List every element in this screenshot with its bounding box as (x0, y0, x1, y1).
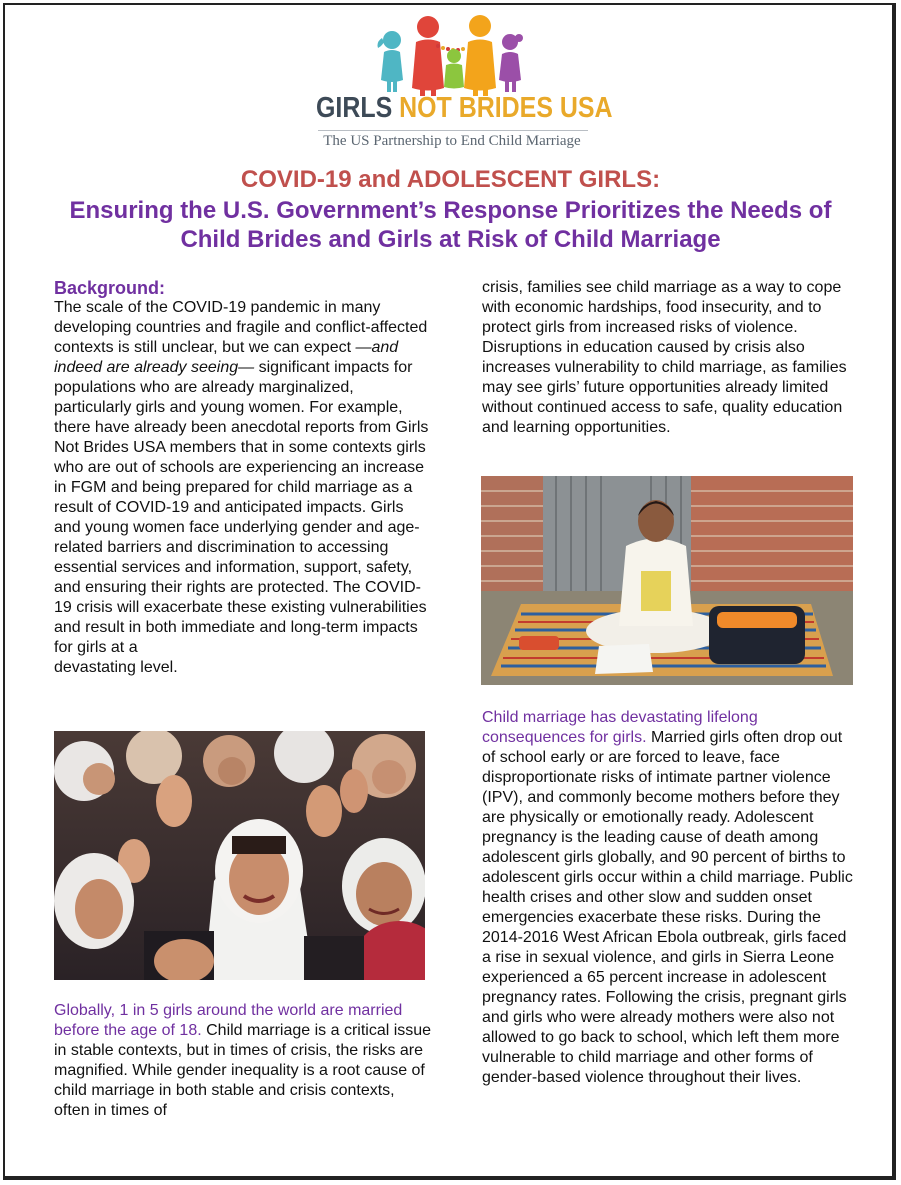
consequences-section (482, 708, 854, 1088)
logo-word-not-brides: NOT BRIDES (399, 92, 553, 124)
logo-divider (318, 130, 588, 131)
background-last-line: devastating level. (54, 659, 178, 676)
globally-text: Child marriage is a critical issue in stable contexts, but in times of crisis, the risks are magnified. While gender inequality is a root cause of child marriage in both stable and crisis contexts, often in times of (54, 1022, 432, 1119)
crisis-continued-section (482, 278, 854, 438)
background-text-start: The scale of the COVID-19 pandemic in many developing countries and fragile and conflict-affected contexts is still unclear, but we can expect (54, 299, 428, 356)
consequences-text: Married girls often drop out of school early or are forced to leave, face disproportionate risks of intimate partner violence (IPV), and commonly become mothers before they are physically or emotionally ready. Adolescent pregnancy is the leading cause of death among adolescent girls globally, and 90 percent of births to adolescent girls occur within a child marriage. Public health crises and other slow and sudden onset emergencies exacerbate these risks. During the 2014-2016 West African Ebola outbreak, girls faced a rise in sexual violence, and girls in Sierra Leone experienced a 65 percent increase in adolescent pregnancy rates. Following the crisis, pregnant girls and girls who were already mothers were also not allowed to go back to school, which left them more vulnerable to child marriage and other forms of gender-based violence throughout their lives. (482, 729, 853, 1086)
girls-group-photo (54, 731, 425, 980)
consequences-paragraph (482, 708, 854, 1088)
crisis-paragraph: crisis, families see child marriage as a way to cope with economic hardships, food insecurity, and to protect girls from increased risks of violence. Disruptions in education caused by crisis also increases vulnerability to child marriage, as families may see girls’ future opportunities already limited without continued access to safe, quality education and learning opportunities. (482, 279, 847, 436)
background-section (54, 278, 434, 678)
background-heading: Background: (54, 278, 166, 298)
logo-tagline: The US Partnership to End Child Marriage (323, 133, 581, 149)
girls-figures-logo-icon (376, 12, 528, 98)
consequences-lead: Child marriage has devastating lifelong consequences for girls. (482, 709, 758, 746)
logo-word-girls: GIRLS (316, 92, 393, 124)
globally-lead: Globally, 1 in 5 girls around the world are married before the age of 18. (54, 1002, 403, 1039)
logo-word-usa: USA (559, 92, 613, 124)
globally-section (54, 1001, 434, 1121)
girl-studying-photo (481, 476, 853, 685)
page-title: COVID-19 and ADOLESCENT GIRLS: (240, 166, 661, 193)
background-paragraph (54, 298, 434, 678)
logo-wordmark (316, 92, 613, 125)
background-italic-phrase: —and indeed are already seeing— (54, 339, 399, 376)
background-text-end: significant impacts for populations who are already marginalized, particularly girls and young women. For example, there have already been anecdotal reports from Girls Not Brides USA members that in some contexts girls who are out of schools are experiencing an increase in FGM and being prepared for child marriage as a result of COVID-19 and anticipated impacts. Girls and young women face underlying gender and age-related barriers and discrimination to accessing essential services and information, support, safety, and ensuring their rights are protected. The COVID-19 crisis will exacerbate these existing vulnerabilities and result in both immediate and long-term impacts for girls at a (54, 359, 429, 656)
page-subtitle: Ensuring the U.S. Government’s Response Prioritizes the Needs of Child Brides and Girls at Risk of Child Marriage (69, 197, 832, 253)
globally-paragraph (54, 1001, 434, 1121)
